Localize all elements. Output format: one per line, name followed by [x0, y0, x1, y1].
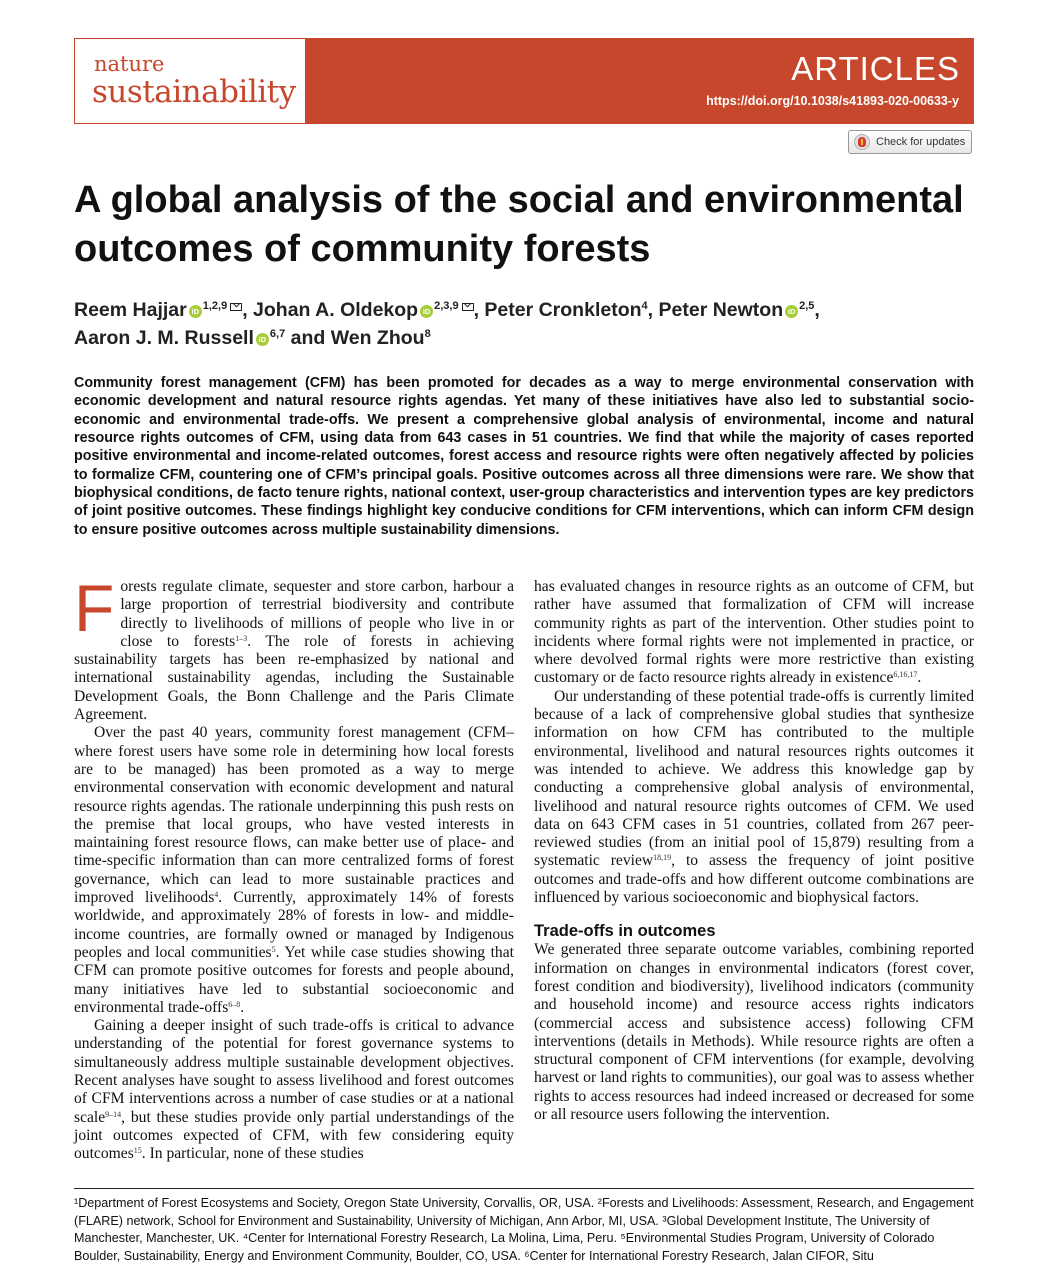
author-separator: and	[285, 327, 331, 349]
email-icon[interactable]	[462, 303, 474, 311]
bookmark-update-icon	[854, 134, 870, 150]
author-separator: ,	[242, 299, 254, 321]
author-name[interactable]: Reem Hajjar	[74, 299, 187, 321]
body-text: . Yet while case studies showing that CFM can promote positive outcomes for forests and people abound, many initiatives have led to substantial socioeconomic and environmental trade-offs	[74, 943, 514, 1016]
body-text: Over the past 40 years, community forest management (CFM– where forest users have some role in determining how local forests are to be managed) has been promoted as a way to merge environmental conservation with economic development and natural resource rights agendas. The rationale underpinning this push rests on the premise that local groups, who have vested interests in maintaining forest resource flows, can make better use of place- and time-specific information than can more centralized forms of forest governance, which can lead to more sustainable practices and improved livelihoods	[74, 724, 514, 907]
body-text: Our understanding of these potential trade-offs is currently limited because of a lack of comprehensive global studies that synthesize information on how CFM has contributed to the multiple environmental, livelihood and natural resources rights outcomes it was intended to achieve. We address this knowledge gap by conducting a comprehensive global analysis of environmental, livelihood and natural resource rights outcomes of CFM. We used data on 643 CFM cases in 51 countries, collated from 267 peer-reviewed studies (from an initial pool of 15,879) resulting from a systematic review	[534, 687, 974, 870]
drop-cap: F	[74, 571, 115, 645]
orcid-icon[interactable]: iD	[256, 333, 269, 346]
body-text: , to assess the frequency of joint positive outcomes and trade-offs and how different outcome combinations are influenced by various socioeconomic and biophysical factors.	[534, 852, 975, 907]
author-name[interactable]: Peter Newton	[658, 299, 784, 321]
footnote-divider	[74, 1188, 974, 1189]
doi-link[interactable]: https://doi.org/10.1038/s41893-020-00633-y	[706, 94, 959, 108]
logo-nature-text: nature	[94, 52, 165, 76]
author-affiliation-ref: 4	[641, 300, 648, 312]
logo-sustainability-text: sustainability	[92, 74, 296, 110]
author-affiliation-ref: 2,5	[799, 300, 815, 312]
citation-ref[interactable]: 1–3	[235, 633, 248, 643]
body-text: . Currently, approximately 14% of forests worldwide, and approximately 28% of forests in low- and middle-income countries, are formally owned or managed by Indigenous peoples and local communities	[74, 889, 514, 961]
author-name[interactable]: Peter Cronkleton	[484, 299, 642, 321]
citation-ref[interactable]: 6–8	[228, 999, 241, 1009]
citation-ref[interactable]: 6,16,17	[893, 670, 918, 680]
author-name[interactable]: Johan A. Oldekop	[253, 299, 419, 321]
author-name[interactable]: Wen Zhou	[330, 327, 425, 349]
body-text: . The role of forests in achieving sustainability targets has been re-emphasized by national and international sustainability agendas, including the Sustainable Development Goals, the Bonn Challenge and the Paris Climate Agreement.	[74, 632, 514, 724]
body-column-left	[74, 571, 514, 1164]
check-for-updates-label: Check for updates	[876, 136, 966, 148]
orcid-icon[interactable]: iD	[189, 305, 202, 318]
journal-logo[interactable]	[74, 38, 306, 124]
author-affiliation-ref: 8	[424, 328, 431, 340]
article-title: A global analysis of the social and environmental outcomes of community forests	[74, 179, 964, 270]
author-affiliation-ref: 2,3,9	[434, 300, 459, 312]
body-text: orests regulate climate, sequester and store carbon, harbour a large proportion of terrestrial biodiversity and contribute directly to livelihoods of millions of people who live in or close to forests	[120, 578, 514, 650]
author-separator: ,	[647, 299, 659, 321]
journal-header-bar	[74, 38, 974, 124]
affiliations-footnote: ¹Department of Forest Ecosystems and Society, Oregon State University, Corvallis, OR, USA. ²Forests and Livelihoods: Assessment, Research, and Engagement (FLARE) network, School for Environment and Sustainability, University of Michigan, Ann Arbor, MI, USA. ³Global Development Institute, The University of Manchester, Manchester, UK. ⁴Center for International Forestry Research, La Molina, Lima, Peru. ⁵Environmental Studies Program, University of Colorado Boulder, Sustainability, Energy and Environment Community, Boulder, CO, USA. ⁶Center for International Forestry Research, Jalan CIFOR, Situ	[74, 1196, 974, 1263]
citation-ref[interactable]: 4	[214, 890, 219, 900]
citation-ref[interactable]: 5	[271, 944, 276, 954]
orcid-icon[interactable]: iD	[785, 305, 798, 318]
citation-ref[interactable]: 15	[133, 1146, 142, 1156]
orcid-icon[interactable]: iD	[420, 305, 433, 318]
author-affiliation-ref: 1,2,9	[202, 300, 228, 312]
author-affiliation-ref: 6,7	[269, 328, 286, 340]
abstract: Community forest management (CFM) has been promoted for decades as a way to merge environmental conservation with economic development and natural resource rights agendas. Yet many of these initiatives have also led to substantial socio-economic and environmental trade-offs. We present a comprehensive global analysis of environmental, income and natural resource rights outcomes of CFM, using data from 643 cases in 51 countries. We find that while the majority of cases reported positive environmental and income-related outcomes, forest access and resource rights were often negatively affected by policies to formalize CFM, countering one of CFM’s principal goals. Positive outcomes across all three dimensions were rare. We show that biophysical conditions, de facto tenure rights, national context, user-group characteristics and intervention types are key predictors of joint positive outcomes. These findings highlight key conducive conditions for CFM interventions, which can inform CFM design to ensure positive outcomes across multiple sustainability dimensions.	[74, 375, 974, 538]
body-paragraph	[534, 578, 974, 688]
body-paragraph: We generated three separate outcome variables, combining reported information on changes in environmental indicators (forest cover, forest condition and biodiversity), livelihood indicators (community and household income) and resource access rights indicators (commercial access and subsistence access) following CFM interventions (details in Methods). While resource rights are often a structural component of CFM interventions (for example, devolving harvest or land rights to communities), our goal was to assess whether rights to access resources had indeed increased or decreased for some or all resource users following the intervention.	[534, 941, 974, 1124]
citation-ref[interactable]: 9–14	[105, 1109, 122, 1119]
body-paragraph	[74, 571, 514, 724]
body-text: , but these studies provide only partial understandings of the joint outcomes expected of CFM, with few considering equity outcomes	[74, 1108, 514, 1163]
author-list	[74, 296, 974, 352]
author-separator: ,	[814, 299, 820, 321]
citation-ref[interactable]: 18,19	[653, 853, 672, 863]
check-for-updates-button[interactable]	[848, 130, 972, 154]
body-text: .	[240, 998, 245, 1016]
section-heading: Trade-offs in outcomes	[534, 922, 716, 941]
section-label: ARTICLES	[791, 50, 960, 87]
body-column-right	[534, 578, 974, 1124]
body-text: has evaluated changes in resource rights as an outcome of CFM, but rather have assumed that formalization of CFM will increase community rights as part of the intervention. Other studies point to incidents where formal rights were not implemented in practice, or where devolved formal rights were more restrictive than existing customary or de facto resource rights already in existence	[534, 578, 974, 687]
body-paragraph	[74, 1017, 514, 1163]
author-name[interactable]: Aaron J. M. Russell	[74, 327, 254, 349]
body-text: .	[917, 669, 922, 687]
body-paragraph	[74, 724, 514, 1017]
body-paragraph	[534, 688, 974, 908]
author-separator: ,	[473, 299, 485, 321]
body-text: . In particular, none of these studies	[141, 1145, 364, 1163]
email-icon[interactable]	[230, 303, 242, 311]
body-text: Gaining a deeper insight of such trade-offs is critical to advance understanding of the potential for forest governance systems to simultaneously address multiple sustainable development objectives. Recent analyses have sought to assess livelihood and forest outcomes of CFM interventions across a number of case studies or at a national scale	[74, 1017, 514, 1126]
